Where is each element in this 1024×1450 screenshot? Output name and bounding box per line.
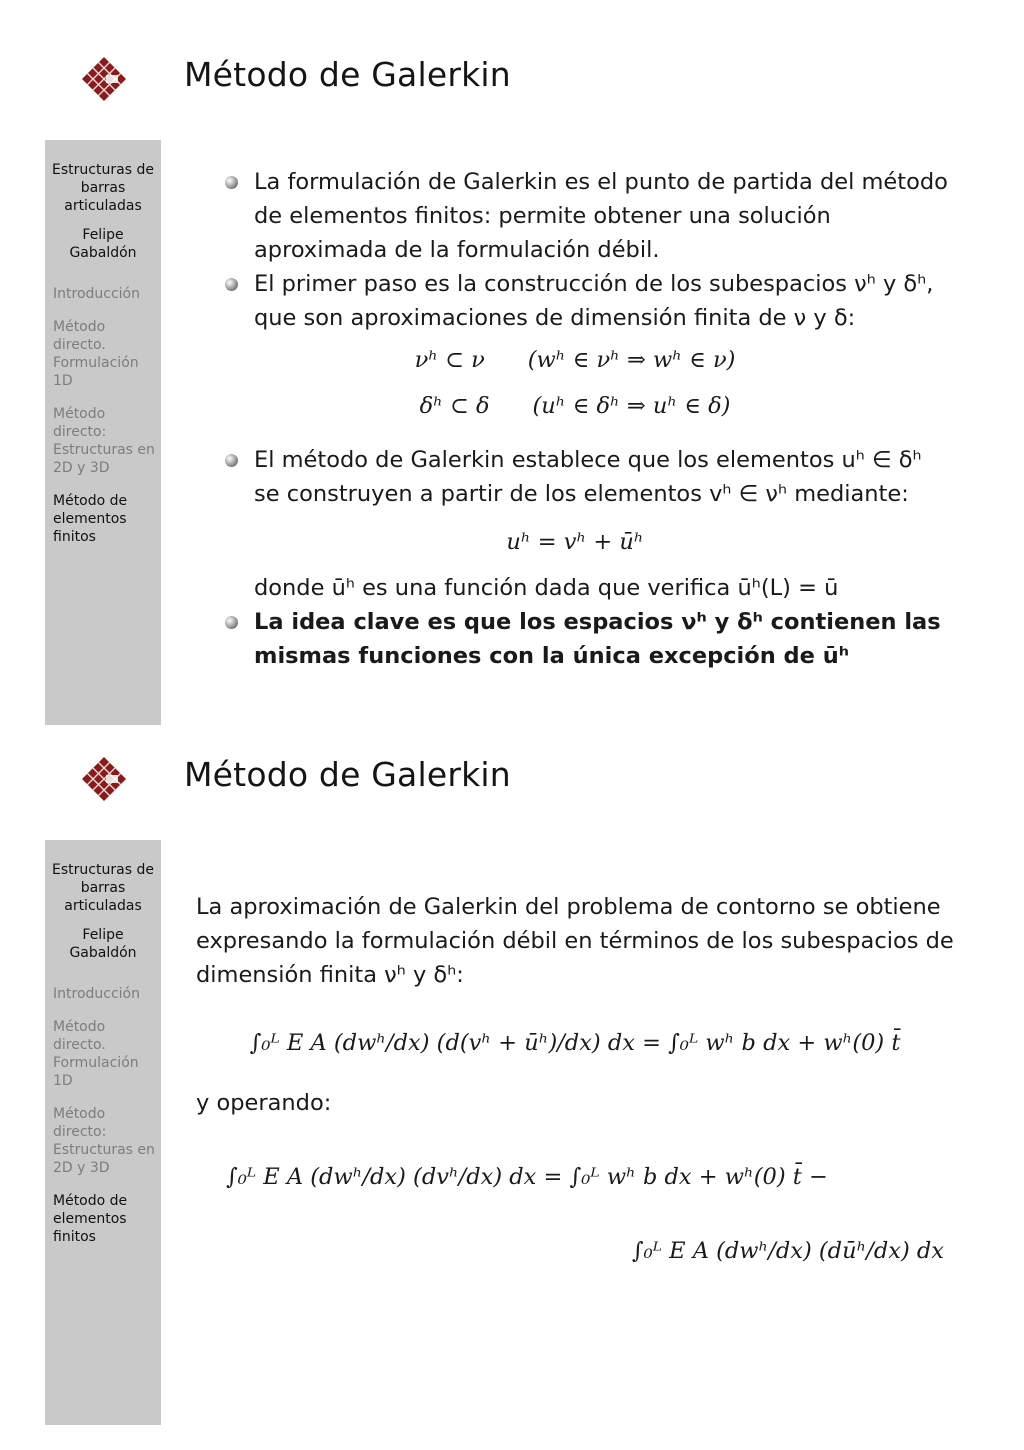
slide-1 <box>0 25 1024 725</box>
equation-operated-line-2: ∫₀ᴸ E A (dwʰ/dx) (dūʰ/dx) dx <box>631 1238 944 1264</box>
bullet-item: El primer paso es la construcción de los subespacios νʰ y δʰ, que son aproximaciones de dimensión finita de ν y δ: <box>196 267 954 335</box>
equation-subspace-delta: δʰ ⊂ δ (uʰ ∈ δʰ ⇒ uʰ ∈ δ) <box>419 393 731 419</box>
bullet-item: La formulación de Galerkin es el punto de partida del método de elementos finitos: permite obtener una solución aproximada de la formulación débil. <box>196 165 954 267</box>
institution-logo-icon <box>80 55 128 103</box>
slide-2 <box>0 725 1024 1425</box>
connector-text: y operando: <box>196 1090 332 1116</box>
document-title: Estructuras de barras articuladas <box>52 162 154 214</box>
equation-operated-line-1: ∫₀ᴸ E A (dwʰ/dx) (dvʰ/dx) dx = ∫₀ᴸ wʰ b dx + wʰ(0) t̄ − <box>226 1164 828 1190</box>
nav-item-elementos-finitos[interactable]: Método de elementos finitos <box>53 493 128 545</box>
document-title: Estructuras de barras articuladas <box>52 862 154 914</box>
nav-item-metodo-directo-1d[interactable]: Método directo. Formulación 1D <box>53 319 139 389</box>
slide-content <box>196 165 954 673</box>
slide-title: Método de Galerkin <box>184 55 511 94</box>
bullet-item: El método de Galerkin establece que los elementos uʰ ∈ δʰ se construyen a partir de los elementos vʰ ∈ νʰ mediante: <box>196 443 954 511</box>
section-nav <box>45 985 161 1246</box>
intro-paragraph: La aproximación de Galerkin del problema de contorno se obtiene expresando la formulación débil en términos de los subespacios de dimensión finita νʰ y δʰ: <box>196 894 954 988</box>
equation-uh: uʰ = vʰ + ūʰ <box>506 529 644 555</box>
sidebar <box>45 140 161 725</box>
slide-title: Método de Galerkin <box>184 755 511 794</box>
equation-subspace-nu: νʰ ⊂ ν (wʰ ∈ νʰ ⇒ wʰ ∈ ν) <box>414 347 736 373</box>
nav-item-metodo-directo-1d[interactable]: Método directo. Formulación 1D <box>53 1019 139 1089</box>
institution-logo-icon <box>80 755 128 803</box>
nav-item-metodo-directo-2d-3d[interactable]: Método directo: Estructuras en 2D y 3D <box>53 406 155 476</box>
slide-content <box>196 890 954 1268</box>
nav-item-metodo-directo-2d-3d[interactable]: Método directo: Estructuras en 2D y 3D <box>53 1106 155 1176</box>
author-name: Felipe Gabaldón <box>69 227 137 261</box>
nav-item-introduccion[interactable]: Introducción <box>53 986 140 1002</box>
note-text: donde ūʰ es una función dada que verifica ūʰ(L) = ū <box>254 575 839 601</box>
bullet-item-key-idea: La idea clave es que los espacios νʰ y δʰ contienen las mismas funciones con la única excepción de ūʰ <box>196 605 954 673</box>
equation-galerkin-weak-form: ∫₀ᴸ E A (dwʰ/dx) (d(vʰ + ūʰ)/dx) dx = ∫₀ᴸ wʰ b dx + wʰ(0) t̄ <box>249 1030 901 1056</box>
nav-item-elementos-finitos[interactable]: Método de elementos finitos <box>53 1193 128 1245</box>
section-nav <box>45 285 161 546</box>
author-name: Felipe Gabaldón <box>69 927 137 961</box>
sidebar <box>45 840 161 1425</box>
nav-item-introduccion[interactable]: Introducción <box>53 286 140 302</box>
